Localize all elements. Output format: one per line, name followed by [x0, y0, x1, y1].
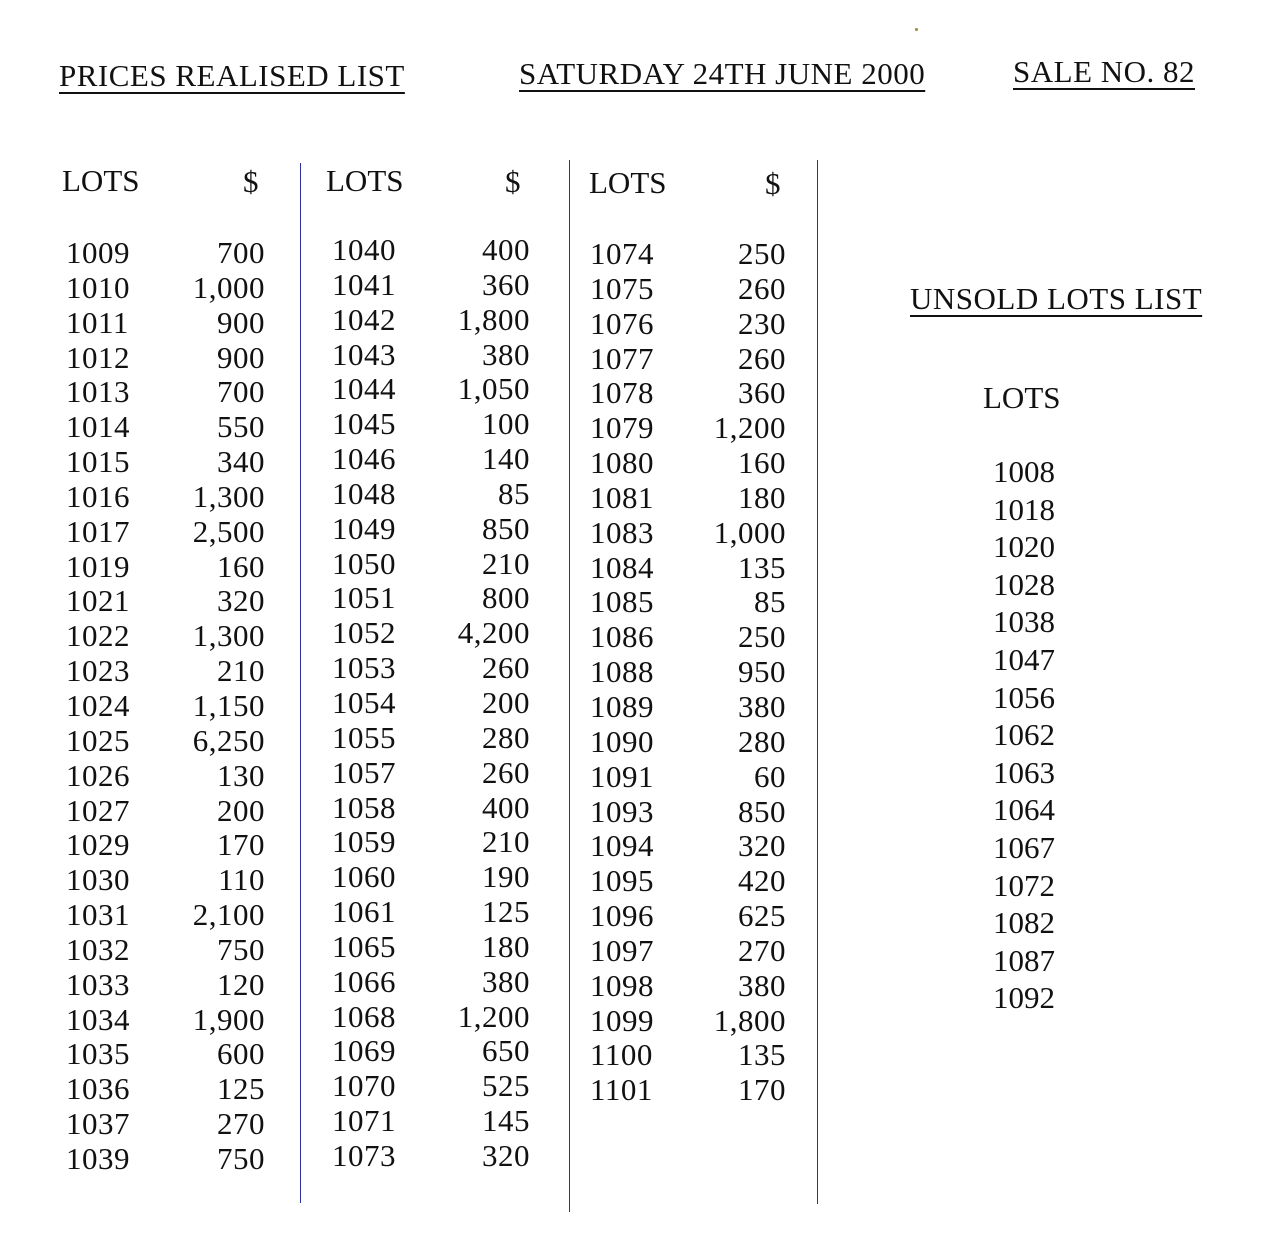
lot-number: 1098	[590, 967, 654, 1003]
lot-number: 1059	[332, 824, 396, 860]
lot-price: 270	[217, 1106, 265, 1142]
lot-price: 400	[482, 232, 530, 267]
lot-number: 1066	[332, 963, 396, 999]
table-row	[332, 442, 530, 477]
sale-date: SATURDAY 24TH JUNE 2000	[519, 56, 926, 91]
lot-price: 1,800	[457, 301, 530, 337]
table-row	[66, 375, 265, 410]
lot-number: 1031	[66, 897, 130, 933]
col2-price-header: $	[505, 164, 521, 199]
lot-price: 260	[482, 754, 530, 790]
unsold-lot: 1064	[993, 792, 1055, 828]
lot-price: 700	[217, 235, 265, 270]
col2-lots-header: LOTS	[326, 163, 404, 198]
table-row	[66, 341, 265, 376]
col3-lots-header: LOTS	[589, 165, 667, 200]
prices-column-3	[590, 237, 786, 1108]
lot-number: 1088	[590, 654, 654, 690]
lot-price: 110	[218, 862, 265, 898]
lot-number: 1089	[590, 688, 654, 724]
unsold-lot: 1028	[993, 566, 1055, 602]
table-row	[332, 1000, 530, 1035]
lot-price: 320	[738, 828, 786, 864]
lot-number: 1093	[590, 793, 654, 829]
lot-number: 1074	[590, 236, 654, 271]
table-row	[66, 584, 265, 619]
lot-price: 280	[738, 723, 786, 759]
lot-price: 125	[482, 894, 530, 930]
lot-price: 800	[482, 580, 530, 616]
table-row	[66, 1037, 265, 1072]
lot-number: 1084	[590, 549, 654, 585]
table-row	[590, 864, 786, 899]
lot-price: 85	[754, 584, 786, 620]
lot-price: 850	[482, 510, 530, 546]
unsold-lot: 1047	[993, 641, 1055, 677]
table-row	[332, 477, 530, 512]
col3-price-header: $	[765, 166, 781, 201]
table-row	[590, 411, 786, 446]
table-row	[332, 791, 530, 826]
table-row	[66, 515, 265, 550]
table-row	[332, 1104, 530, 1139]
lot-number: 1041	[332, 266, 396, 302]
table-row	[590, 690, 786, 725]
lot-number: 1016	[66, 478, 130, 514]
table-row	[590, 376, 786, 411]
lot-price: 85	[498, 475, 530, 511]
unsold-lot: 1063	[993, 754, 1055, 790]
lot-number: 1057	[332, 754, 396, 790]
lot-price: 625	[738, 898, 786, 934]
lot-number: 1077	[590, 340, 654, 376]
lot-price: 1,200	[457, 998, 530, 1034]
lot-number: 1019	[66, 548, 130, 584]
lot-price: 950	[738, 654, 786, 690]
lot-number: 1090	[590, 723, 654, 759]
lot-number: 1032	[66, 931, 130, 967]
table-row	[590, 307, 786, 342]
lot-number: 1081	[590, 479, 654, 515]
lot-price: 900	[217, 304, 265, 340]
lot-price: 650	[482, 1033, 530, 1069]
lot-price: 380	[738, 688, 786, 724]
lot-number: 1073	[332, 1137, 396, 1173]
lot-number: 1010	[66, 269, 130, 305]
lot-number: 1068	[332, 998, 396, 1034]
lot-price: 130	[217, 757, 265, 793]
table-row	[590, 551, 786, 586]
table-row	[590, 899, 786, 934]
table-row	[590, 1004, 786, 1039]
lot-price: 260	[482, 650, 530, 686]
lot-price: 1,800	[713, 1002, 786, 1038]
col1-lots-header: LOTS	[62, 163, 140, 198]
lot-number: 1053	[332, 650, 396, 686]
table-row	[590, 934, 786, 969]
lot-price: 360	[738, 375, 786, 411]
lot-number: 1025	[66, 722, 130, 758]
table-row	[66, 410, 265, 445]
lot-number: 1076	[590, 305, 654, 341]
lot-number: 1040	[332, 232, 396, 267]
unsold-lot: 1038	[993, 604, 1055, 640]
table-row	[332, 512, 530, 547]
lot-number: 1096	[590, 898, 654, 934]
lot-number: 1065	[332, 928, 396, 964]
lot-price: 170	[738, 1072, 786, 1108]
table-row	[332, 686, 530, 721]
table-row	[332, 895, 530, 930]
lot-number: 1027	[66, 792, 130, 828]
lot-price: 320	[482, 1137, 530, 1173]
unsold-lot: 1008	[993, 454, 1055, 489]
lot-price: 260	[738, 270, 786, 306]
table-row	[590, 1073, 786, 1108]
lot-price: 420	[738, 863, 786, 899]
table-row	[332, 372, 530, 407]
lot-number: 1094	[590, 828, 654, 864]
lot-number: 1043	[332, 336, 396, 372]
lot-number: 1060	[332, 859, 396, 895]
table-row	[66, 654, 265, 689]
table-row	[332, 965, 530, 1000]
lot-number: 1039	[66, 1140, 130, 1176]
lot-price: 380	[482, 963, 530, 999]
column-divider-2	[569, 160, 570, 1212]
lot-number: 1101	[590, 1072, 653, 1108]
unsold-lot: 1072	[993, 867, 1055, 903]
lot-price: 250	[738, 619, 786, 655]
lot-price: 270	[738, 932, 786, 968]
table-row	[590, 1038, 786, 1073]
table-row	[332, 581, 530, 616]
lot-price: 170	[217, 827, 265, 863]
lot-price: 400	[482, 789, 530, 825]
table-row	[332, 721, 530, 756]
table-row	[590, 237, 786, 272]
lot-price: 180	[482, 928, 530, 964]
table-row	[332, 233, 530, 268]
table-row	[590, 969, 786, 1004]
lot-price: 60	[754, 758, 786, 794]
unsold-lots-header: LOTS	[983, 380, 1061, 415]
lot-price: 210	[217, 653, 265, 689]
lot-number: 1095	[590, 863, 654, 899]
lot-number: 1051	[332, 580, 396, 616]
lot-price: 190	[482, 859, 530, 895]
table-row	[590, 829, 786, 864]
lot-number: 1083	[590, 514, 654, 550]
table-row	[590, 585, 786, 620]
lot-number: 1035	[66, 1036, 130, 1072]
lot-price: 380	[738, 967, 786, 1003]
table-row	[66, 236, 265, 271]
lot-number: 1054	[332, 684, 396, 720]
lot-price: 260	[738, 340, 786, 376]
table-row	[590, 760, 786, 795]
lot-price: 850	[738, 793, 786, 829]
lot-number: 1022	[66, 618, 130, 654]
lot-price: 250	[738, 236, 786, 271]
table-row	[332, 1139, 530, 1174]
column-divider-3	[817, 160, 818, 1204]
lot-number: 1033	[66, 966, 130, 1002]
table-row	[332, 756, 530, 791]
table-row	[332, 338, 530, 373]
table-row	[66, 759, 265, 794]
lot-price: 180	[738, 479, 786, 515]
lot-number: 1061	[332, 894, 396, 930]
lot-number: 1034	[66, 1001, 130, 1037]
table-row	[332, 825, 530, 860]
lot-price: 140	[482, 441, 530, 477]
lot-number: 1069	[332, 1033, 396, 1069]
table-row	[590, 516, 786, 551]
lot-number: 1026	[66, 757, 130, 793]
lot-price: 380	[482, 336, 530, 372]
lot-number: 1012	[66, 339, 130, 375]
table-row	[66, 306, 265, 341]
lot-price: 1,300	[192, 618, 265, 654]
unsold-lot: 1018	[993, 491, 1055, 527]
lot-price: 750	[217, 931, 265, 967]
col1-price-header: $	[243, 164, 259, 199]
table-row	[66, 794, 265, 829]
lot-price: 100	[482, 406, 530, 442]
lot-number: 1046	[332, 441, 396, 477]
lot-number: 1058	[332, 789, 396, 825]
table-row	[66, 724, 265, 759]
lot-price: 280	[482, 719, 530, 755]
prices-column-1	[66, 236, 265, 1177]
lot-number: 1070	[332, 1068, 396, 1104]
unsold-lot: 1087	[993, 942, 1055, 978]
lot-number: 1075	[590, 270, 654, 306]
unsold-title: UNSOLD LOTS LIST	[910, 281, 1203, 316]
lot-number: 1009	[66, 235, 130, 270]
table-row	[332, 1069, 530, 1104]
lot-price: 200	[217, 792, 265, 828]
table-row	[590, 725, 786, 760]
page-title: PRICES REALISED LIST	[59, 58, 405, 93]
table-row	[332, 930, 530, 965]
lot-number: 1021	[66, 583, 130, 619]
lot-price: 200	[482, 684, 530, 720]
lot-price: 2,500	[192, 513, 265, 549]
unsold-lot: 1062	[993, 717, 1055, 753]
sale-number: SALE NO. 82	[1013, 54, 1196, 89]
lot-price: 700	[217, 374, 265, 410]
lot-price: 340	[217, 444, 265, 480]
table-row	[66, 828, 265, 863]
lot-number: 1052	[332, 615, 396, 651]
lot-price: 600	[217, 1036, 265, 1072]
lot-price: 125	[217, 1071, 265, 1107]
lot-price: 320	[217, 583, 265, 619]
unsold-lots-list	[993, 453, 1055, 1017]
prices-column-2	[332, 233, 530, 1174]
table-row	[332, 268, 530, 303]
lot-number: 1050	[332, 545, 396, 581]
lot-price: 210	[482, 824, 530, 860]
lot-price: 6,250	[192, 722, 265, 758]
table-row	[332, 1034, 530, 1069]
lot-number: 1055	[332, 719, 396, 755]
lot-number: 1044	[332, 371, 396, 407]
table-row	[332, 616, 530, 651]
lot-price: 1,000	[713, 514, 786, 550]
lot-number: 1078	[590, 375, 654, 411]
lot-price: 550	[217, 409, 265, 445]
lot-number: 1013	[66, 374, 130, 410]
lot-price: 1,300	[192, 478, 265, 514]
table-row	[590, 446, 786, 481]
lot-number: 1037	[66, 1106, 130, 1142]
unsold-lot: 1020	[993, 529, 1055, 565]
lot-price: 1,150	[192, 687, 265, 723]
lot-price: 135	[738, 549, 786, 585]
lot-price: 1,200	[713, 410, 786, 446]
lot-number: 1048	[332, 475, 396, 511]
table-row	[66, 619, 265, 654]
lot-number: 1079	[590, 410, 654, 446]
lot-price: 525	[482, 1068, 530, 1104]
table-row	[590, 655, 786, 690]
table-row	[590, 342, 786, 377]
table-row	[590, 481, 786, 516]
lot-number: 1030	[66, 862, 130, 898]
lot-number: 1049	[332, 510, 396, 546]
lot-price: 900	[217, 339, 265, 375]
unsold-lot: 1082	[993, 905, 1055, 941]
table-row	[66, 863, 265, 898]
table-row	[66, 1003, 265, 1038]
lot-number: 1045	[332, 406, 396, 442]
lot-number: 1029	[66, 827, 130, 863]
lot-number: 1042	[332, 301, 396, 337]
lot-number: 1100	[590, 1037, 653, 1073]
lot-price: 145	[482, 1103, 530, 1139]
scan-speck	[915, 28, 918, 31]
table-row	[332, 547, 530, 582]
lot-number: 1071	[332, 1103, 396, 1139]
lot-number: 1023	[66, 653, 130, 689]
table-row	[66, 968, 265, 1003]
table-row	[332, 651, 530, 686]
lot-number: 1099	[590, 1002, 654, 1038]
table-row	[66, 480, 265, 515]
lot-number: 1024	[66, 687, 130, 723]
lot-price: 230	[738, 305, 786, 341]
table-row	[66, 898, 265, 933]
unsold-lot: 1067	[993, 829, 1055, 865]
table-row	[66, 689, 265, 724]
lot-price: 1,900	[192, 1001, 265, 1037]
lot-price: 1,000	[192, 269, 265, 305]
table-row	[332, 303, 530, 338]
lot-number: 1014	[66, 409, 130, 445]
table-row	[66, 1072, 265, 1107]
lot-number: 1085	[590, 584, 654, 620]
table-row	[66, 1107, 265, 1142]
table-row	[332, 860, 530, 895]
lot-price: 360	[482, 266, 530, 302]
lot-number: 1080	[590, 445, 654, 481]
unsold-lot: 1092	[993, 980, 1055, 1016]
lot-number: 1091	[590, 758, 654, 794]
lot-number: 1036	[66, 1071, 130, 1107]
table-row	[66, 550, 265, 585]
lot-price: 120	[217, 966, 265, 1002]
table-row	[590, 620, 786, 655]
lot-price: 4,200	[457, 615, 530, 651]
table-row	[332, 407, 530, 442]
lot-price: 210	[482, 545, 530, 581]
lot-number: 1011	[66, 304, 129, 340]
table-row	[66, 1142, 265, 1177]
lot-number: 1015	[66, 444, 130, 480]
column-divider-1	[300, 163, 301, 1203]
lot-number: 1097	[590, 932, 654, 968]
unsold-lot: 1056	[993, 679, 1055, 715]
table-row	[590, 795, 786, 830]
lot-price: 2,100	[192, 897, 265, 933]
lot-price: 1,050	[457, 371, 530, 407]
table-row	[66, 933, 265, 968]
table-row	[66, 445, 265, 480]
lot-price: 750	[217, 1140, 265, 1176]
table-row	[590, 272, 786, 307]
table-row	[66, 271, 265, 306]
lot-price: 135	[738, 1037, 786, 1073]
lot-number: 1017	[66, 513, 130, 549]
lot-price: 160	[738, 445, 786, 481]
lot-price: 160	[217, 548, 265, 584]
lot-number: 1086	[590, 619, 654, 655]
